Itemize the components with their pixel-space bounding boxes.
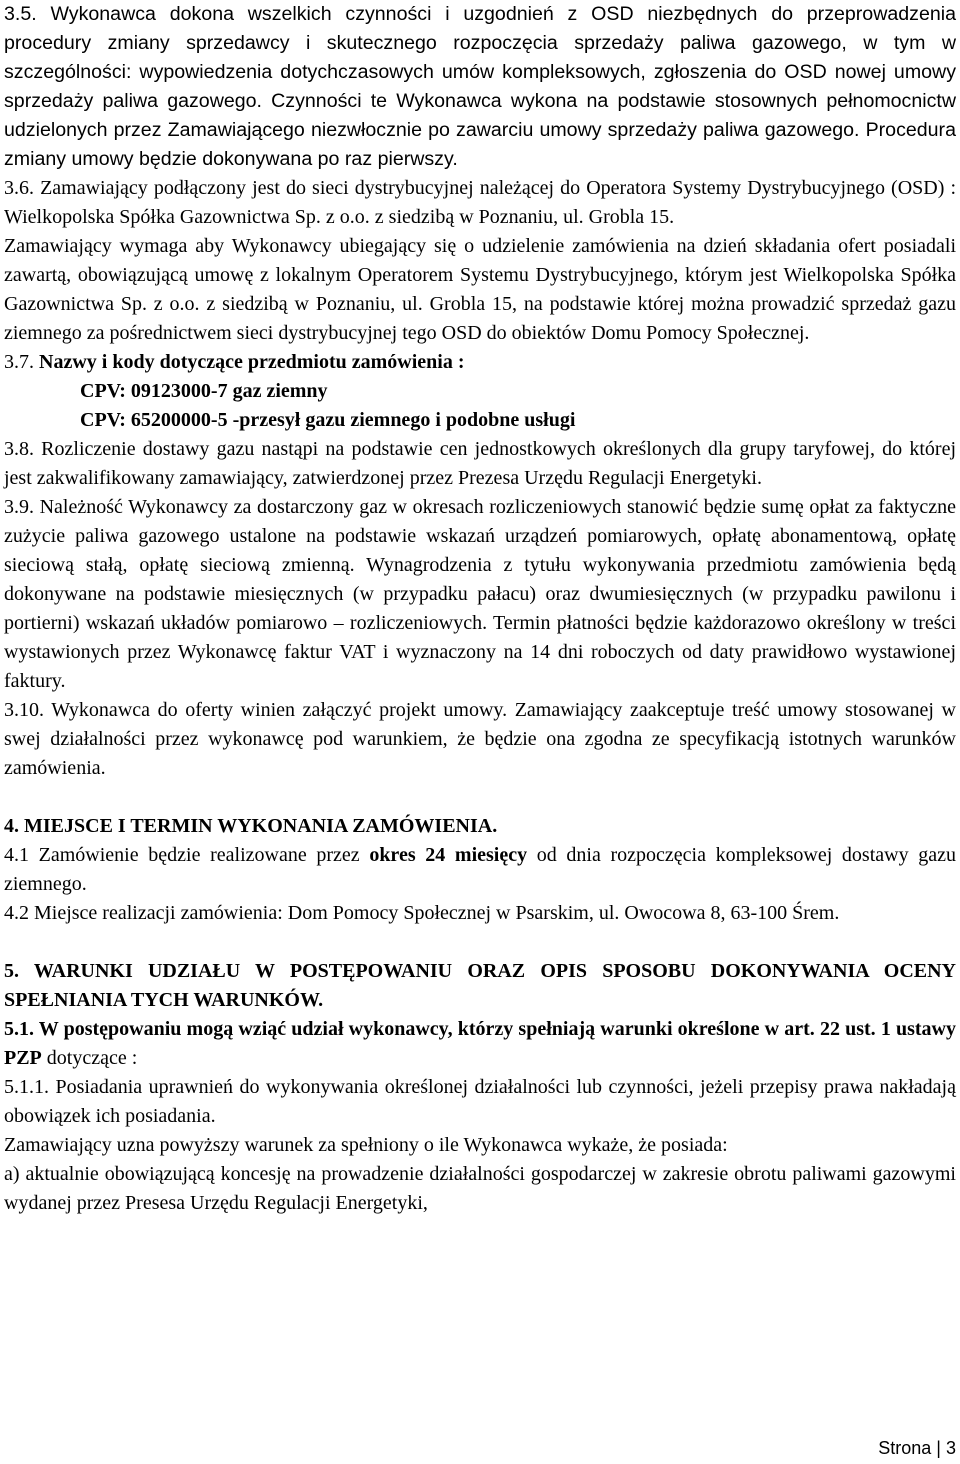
paragraph-3-6-requirement: Zamawiający wymaga aby Wykonawcy ubiegający się o udzielenie zamówienia na dzień składania ofert posiadali zawartą, obowiązującą umowę z lokalnym Operatorem Systemu Dystrybucyjnego, którym jest Wielkopolska Spółka Gazownictwa Sp. z o.o. z siedzibą w Poznaniu, ul. Grobla 15, na podstawie której można prowadzić sprzedaż gazu ziemnego za pośrednictwem sieci dystrybucyjnej tego OSD do obiektów Domu Pomocy Społecznej. — [4, 235, 956, 344]
cpv-code-transmission: CPV: 65200000-5 -przesył gazu ziemnego i podobne usługi — [80, 409, 576, 431]
paragraph-3-10: 3.10. Wykonawca do oferty winien załączyć projekt umowy. Zamawiający zaakceptuje treść umowy stosowanej w swej działalności przez wykonawcę pod warunkiem, że będzie ona zgodna ze specyfikacją istotnych warunków zamówienia. — [4, 699, 956, 779]
page-number-footer: Strona | 3 — [878, 1438, 956, 1458]
paragraph-3-7-title: Nazwy i kody dotyczące przedmiotu zamówienia : — [39, 351, 465, 373]
paragraph-4-1 — [4, 841, 956, 899]
paragraph-3-5-part-b: Czynności te Wykonawca wykona na podstawie stosownych pełnomocnictw udzielonych przez Zamawiającego niezwłocznie po zawarciu umowy sprzedaży paliwa gazowego. — [4, 90, 956, 141]
paragraph-3-7 — [4, 348, 956, 377]
paragraph-4-1-part-c: od dnia rozpoczęcia kompleksowej dostawy gazu ziemnego. — [4, 844, 956, 895]
section-spacer — [4, 783, 956, 812]
paragraph-3-5-part-c: Procedura zmiany umowy będzie dokonywana po raz pierwszy. — [4, 119, 956, 170]
section-5-heading: 5. WARUNKI UDZIAŁU W POSTĘPOWANIU ORAZ OPIS SPOSOBU DOKONYWANIA OCENY SPEŁNIANIA TYCH WARUNKÓW. — [4, 960, 956, 1011]
paragraph-5-1-bold: 5.1. W postępowaniu mogą wziąć udział wykonawcy, którzy spełniają warunki określone w art. 22 ust. 1 ustawy PZP — [4, 1018, 956, 1069]
document-body — [4, 0, 956, 1218]
paragraph-3-5-part-a: 3.5. Wykonawca dokona wszelkich czynności i uzgodnień z OSD niezbędnych do przeprowadzenia procedury zmiany sprzedawcy i skutecznego rozpoczęcia sprzedaży paliwa gazowego, w tym w szczególności: wypowiedzenia dotychczasowych umów kompleksowych, zgłoszenia do OSD nowej umowy sprzedaży paliwa gazowego. — [4, 3, 956, 112]
paragraph-5-1-tail: dotyczące : — [41, 1047, 138, 1069]
paragraph-3-7-number: 3.7. — [4, 351, 39, 373]
paragraph-3-9: 3.9. Należność Wykonawcy za dostarczony gaz w okresach rozliczeniowych stanowić będzie sumę opłat za faktyczne zużycie paliwa gazowego ustalone na podstawie wskazań urządzeń pomiarowych, opłatę abonamentową, opłatę sieciową stałą, opłatę sieciową zmienną. Wynagrodzenia z tytułu wykonywania przedmiotu zamówienia będą dokonywane na podstawie miesięcznych (w przypadku pałacu) oraz dwumiesięcznych (w przypadku pawilonu i portierni) wskazań układów pomiarowo – rozliczeniowych. Termin płatności będzie każdorazowo określony w treści wystawionych przez Wykonawcę faktur VAT i wyznaczony na 14 dni roboczych od daty prawidłowo wystawionej faktury. — [4, 496, 956, 692]
paragraph-5-1-1-condition: Zamawiający uzna powyższy warunek za spełniony o ile Wykonawca wykaże, że posiada: — [4, 1134, 728, 1156]
cpv-code-gas: CPV: 09123000-7 gaz ziemny — [80, 380, 328, 402]
paragraph-3-5 — [4, 0, 956, 174]
paragraph-5-1 — [4, 1015, 956, 1073]
paragraph-3-6: 3.6. Zamawiający podłączony jest do sieci dystrybucyjnej należącej do Operatora Systemy Dystrybucyjnego (OSD) : Wielkopolska Spółka Gazownictwa Sp. z o.o. z siedzibą w Poznaniu, ul. Grobla 15. — [4, 177, 956, 228]
section-spacer — [4, 928, 956, 957]
paragraph-4-1-period: okres 24 miesięcy — [369, 844, 528, 866]
paragraph-5-1-1-item-a: a) aktualnie obowiązującą koncesję na prowadzenie działalności gospodarczej w zakresie obrotu paliwami gazowymi wydanej przez Presesa Urzędu Regulacji Energetyki, — [4, 1163, 956, 1214]
paragraph-4-1-part-a: 4.1 Zamówienie będzie realizowane przez — [4, 844, 370, 866]
section-4-heading: 4. MIEJSCE I TERMIN WYKONANIA ZAMÓWIENIA. — [4, 815, 498, 837]
paragraph-4-2: 4.2 Miejsce realizacji zamówienia: Dom Pomocy Społecznej w Psarskim, ul. Owocowa 8, 63-100 Śrem. — [4, 902, 840, 924]
paragraph-5-1-1: 5.1.1. Posiadania uprawnień do wykonywania określonej działalności lub czynności, jeżeli przepisy prawa nakładają obowiązek ich posiadania. — [4, 1076, 956, 1127]
paragraph-3-8: 3.8. Rozliczenie dostawy gazu nastąpi na podstawie cen jednostkowych określonych dla grupy taryfowej, do której jest zakwalifikowany zamawiający, zatwierdzonej przez Prezesa Urzędu Regulacji Energetyki. — [4, 438, 956, 489]
